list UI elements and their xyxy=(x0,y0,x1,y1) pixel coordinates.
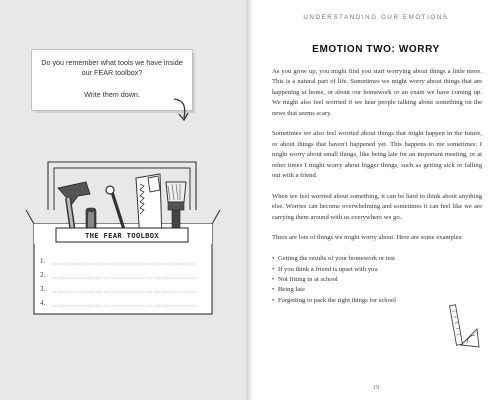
body-text xyxy=(272,67,482,306)
left-page xyxy=(0,0,246,400)
line-number-4: 4. xyxy=(40,299,46,307)
list-item: • Not fitting in at school xyxy=(272,275,482,285)
ruler-protractor-icon xyxy=(447,303,483,351)
line-number-3: 3. xyxy=(40,285,46,293)
list-item: • Getting the results of your homework or test xyxy=(272,254,482,264)
list-item: • Forgetting to pack the right things for school xyxy=(272,296,482,306)
paragraph-3: When we feel worried about something, it can be hard to think about anything else. Worries can become overwhelming and sometimes it can feel like we are carrying them around with us everywhere we go. xyxy=(272,192,482,221)
toolbox-label: THE FEAR TOOLBOX xyxy=(84,231,160,240)
list-item: • If you think a friend is upset with you xyxy=(272,265,482,275)
prompt-card xyxy=(32,50,192,110)
prompt-instruction: Write them down. xyxy=(84,90,140,99)
chapter-title: EMOTION TWO: WORRY xyxy=(312,44,440,55)
running-head: UNDERSTANDING OUR EMOTIONS xyxy=(303,14,449,21)
worry-examples-list xyxy=(272,254,482,306)
paragraph-2: Sometimes we also feel worried about things that might happen in the future, or about things that haven't happened yet. This happens to me sometimes: I might worry about small things, like being late for an important meeting, or at other times I might worry about bigger things, such as getting sick or falling out with a friend. xyxy=(272,130,482,180)
paragraph-1: As you grow up, you might find you start worrying about things a little more. This is a natural part of life. Sometimes we might worry about things that are happening at home, or about our homework or an exam we have coming up. We might also feel worried if we hear people talking about something on the news that seems scary. xyxy=(272,68,482,117)
list-item: • Being late xyxy=(272,285,482,295)
page-number: 19 xyxy=(372,384,380,391)
paragraph-4: There are lots of things we might worry about. Here are some examples: xyxy=(272,234,463,242)
arrow-down-icon xyxy=(170,96,196,124)
line-number-1: 1. xyxy=(40,257,46,265)
prompt-question: Do you remember what tools we have inside our FEAR toolbox? xyxy=(41,58,183,77)
line-number-2: 2. xyxy=(40,271,46,279)
